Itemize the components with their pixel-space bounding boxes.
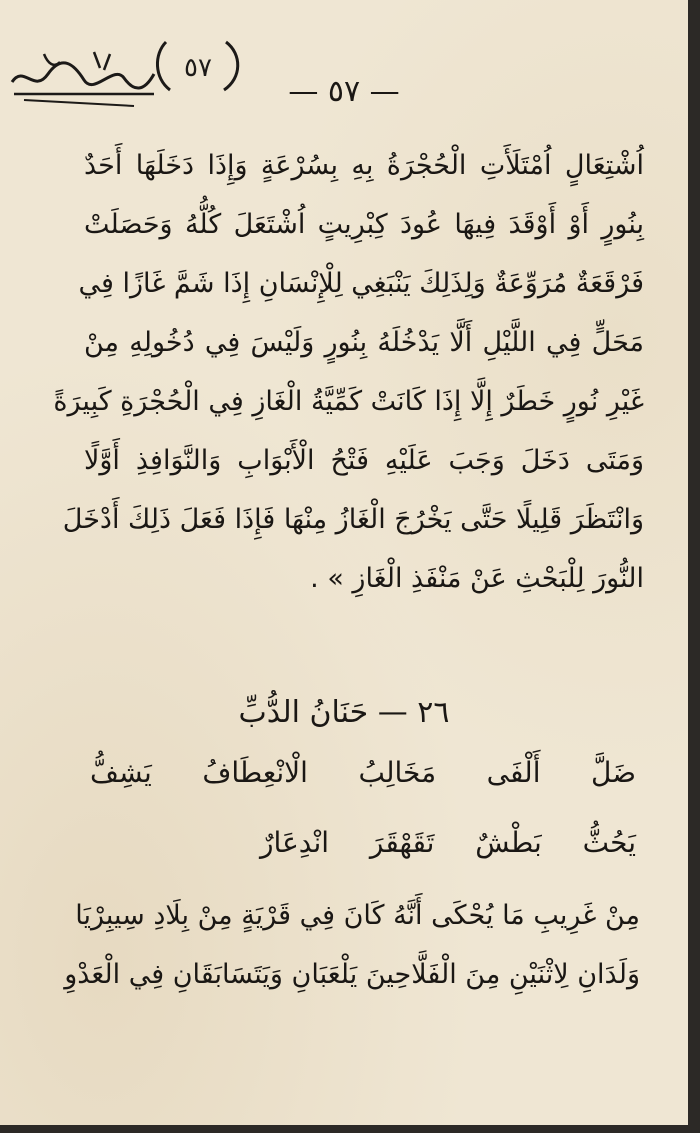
vocabulary-row-1 [90,756,636,789]
paragraph-2 [64,886,640,1004]
vocab-word: بَطْشٌ [475,826,542,859]
text-line: مِنْ غَرِيبِ مَا يُحْكَى أَنَّهُ كَانَ فِي قَرْيَةٍ مِنْ بِلَادِ سِيبِرْيَا [75,900,640,931]
text-line: بِنُورٍ أَوْ أَوْقَدَ فِيهَا عُودَ كِبْرِيتٍ اُشْتَعَلَ كُلُّهُ وَحَصَلَتْ [84,209,644,240]
text-line: اُشْتِعَالٍ اُمْتَلَأَتِ الْحُجْرَةُ بِهِ بِسُرْعَةٍ وَإِذَا دَخَلَهَا أَحَدٌ [84,150,644,181]
text-line: النُّورَ لِلْبَحْثِ عَنْ مَنْفَذِ الْغَازِ » . [310,563,644,594]
text-line: فَرْقَعَةٌ مُرَوِّعَةٌ وَلِذَلِكَ يَنْبَغِي لِلْإِنْسَانِ إِذَا شَمَّ غَازًا فِي [78,268,644,299]
text-line: مَحَلٍّ فِي اللَّيْلِ أَلَّا يَدْخُلَهُ بِنُورٍ وَلَيْسَ فِي دُخُولِهِ مِنْ [84,327,644,358]
vocab-word: تَقَهْقَرَ [369,826,435,859]
page-bottom-shadow [0,1125,700,1133]
vocab-word: أَلْفَى [486,756,541,789]
section-heading: ٢٦ — حَنَانُ الدُّبِّ [238,695,450,730]
vocab-word: الْانْعِطَافُ [202,756,308,789]
vocab-word: ضَلَّ [591,756,636,789]
vocab-word: يَحُثُّ [582,826,636,859]
vocab-word: يَشِفُّ [90,756,152,789]
paragraph-1 [53,136,644,608]
vocab-word: انْدِعَارٌ [260,826,330,859]
text-line: غَيْرِ نُورٍ خَطَرٌ إِلَّا إِذَا كَانَتْ كَمِّيَّةُ الْغَازِ فِي الْحُجْرَةِ كَبِيرَةً [53,386,644,417]
vocabulary-row-2 [260,826,636,859]
page-edge-shadow [688,0,700,1133]
vocab-word: مَخَالِبُ [358,756,437,789]
text-line: وَمَتَى دَخَلَ وَجَبَ عَلَيْهِ فَتْحُ الْأَبْوَابِ وَالنَّوَافِذِ أَوَّلًا [84,445,644,476]
page-number: — ٥٧ — [288,74,400,109]
text-line: وَانْتَظَرَ قَلِيلًا حَتَّى يَخْرُجَ الْغَازُ مِنْهَا فَإِذَا فَعَلَ ذَلِكَ أَدْخَلَ [62,504,644,535]
margin-page-number: ٥٧ [184,53,212,83]
text-line: وَلَدَانِ لِاثْنَيْنِ مِنَ الْفَلَّاحِينَ يَلْعَبَانِ وَيَتَسَابَقَانِ فِي الْعَدْوِ [64,959,640,990]
